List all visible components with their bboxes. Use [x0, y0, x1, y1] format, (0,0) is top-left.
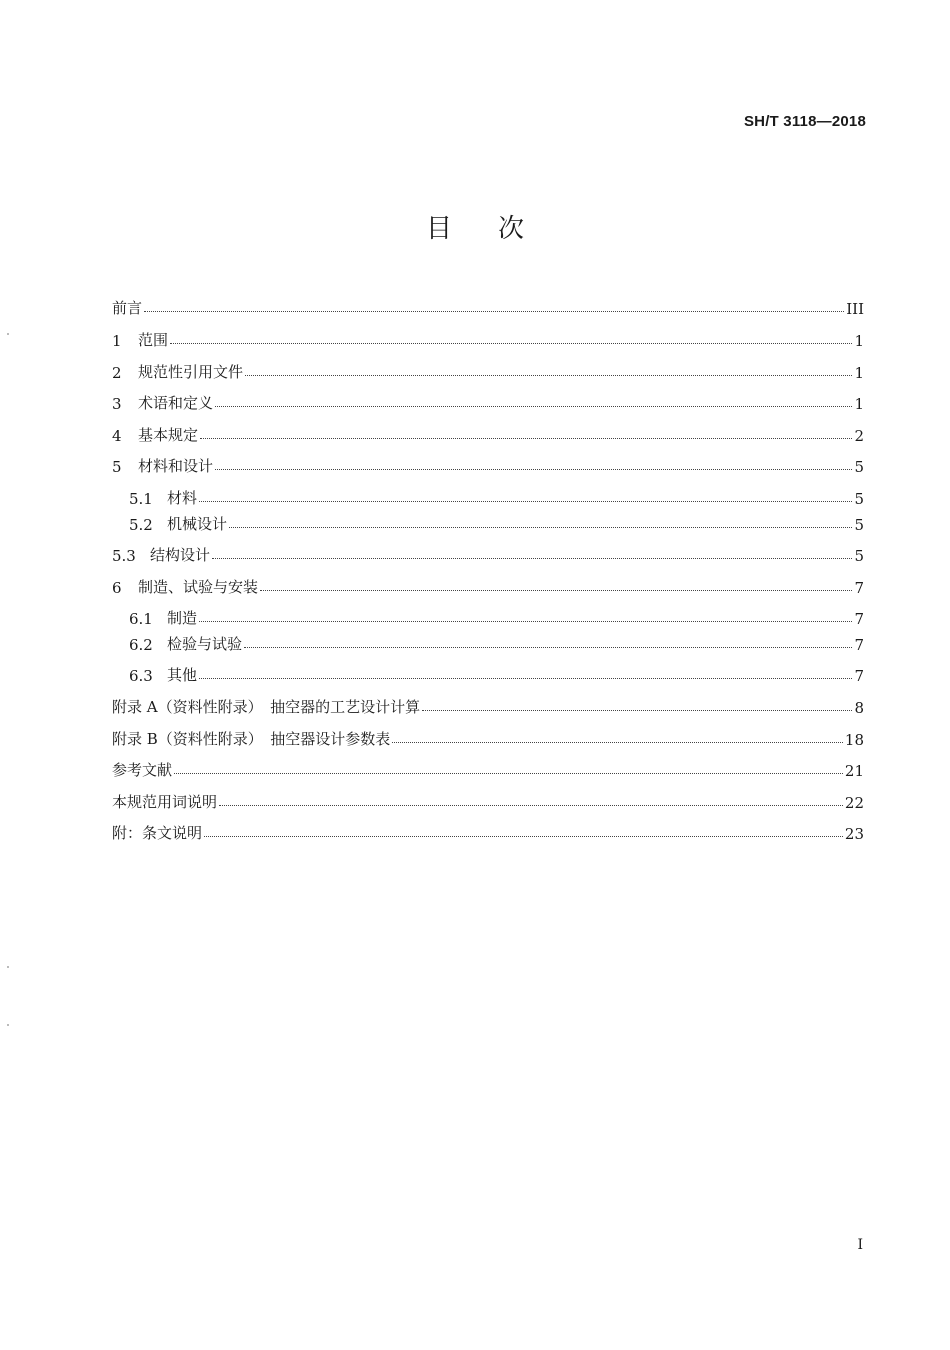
dot-leader	[204, 836, 843, 837]
toc-entry-label: 规范性引用文件	[138, 363, 244, 381]
toc-entry-page: 1	[854, 332, 864, 350]
toc-entry-page: 7	[854, 610, 864, 628]
toc-entry-5[interactable]	[112, 452, 864, 476]
toc-entry-label: 前言	[112, 299, 143, 317]
toc-entry-label: 附：条文说明	[112, 824, 203, 842]
toc-entry-appendix-a[interactable]	[112, 693, 864, 717]
dot-leader	[200, 438, 852, 439]
toc-entry-number: 4	[112, 427, 122, 445]
toc-entry-6-3[interactable]	[129, 661, 864, 685]
toc-entry-page: 2	[854, 427, 864, 445]
toc-entry-label: 制造、试验与安装	[138, 578, 259, 596]
toc-entry-page: 5	[854, 516, 864, 534]
toc-entry-5-3[interactable]	[112, 541, 864, 565]
toc-entry-4[interactable]	[112, 421, 864, 445]
toc-entry-page: 1	[854, 364, 864, 382]
toc-entry-3[interactable]	[112, 389, 864, 413]
scan-speck	[7, 966, 9, 968]
dot-leader	[219, 805, 843, 806]
toc-entry-number: 5.3	[112, 547, 136, 565]
toc-entry-5-1[interactable]	[129, 484, 864, 508]
toc-entry-label: 材料和设计	[138, 457, 214, 475]
toc-entry-page: 5	[854, 490, 864, 508]
dot-leader	[144, 311, 844, 312]
toc-entry-label: 参考文献	[112, 761, 173, 779]
toc-entry-number: 6.2	[129, 636, 153, 654]
scan-speck	[7, 333, 9, 335]
dot-leader	[260, 590, 852, 591]
toc-entry-appendix-b[interactable]	[112, 725, 864, 749]
page-number: I	[857, 1237, 863, 1253]
dot-leader	[199, 678, 852, 679]
toc-entry-5-2[interactable]	[129, 510, 864, 534]
toc-entry-page: 23	[844, 825, 864, 843]
toc-entry-page: 5	[854, 458, 864, 476]
toc-entry-number: 3	[112, 395, 122, 413]
standard-code: SH/T 3118—2018	[743, 113, 866, 130]
toc-entry-label: 附录 B（资料性附录） 抽空器设计参数表	[112, 730, 391, 748]
toc-entry-label: 术语和定义	[138, 394, 214, 412]
toc-entry-number: 5	[112, 458, 122, 476]
dot-leader	[392, 742, 843, 743]
dot-leader	[199, 501, 852, 502]
toc-entry-foreword[interactable]	[112, 294, 864, 318]
toc-entry-label: 检验与试验	[167, 635, 243, 653]
toc-entry-6[interactable]	[112, 573, 864, 597]
toc-entry-number: 5.2	[129, 516, 153, 534]
toc-entry-page: 5	[854, 547, 864, 565]
toc-entry-references[interactable]	[112, 756, 864, 780]
dot-leader	[215, 406, 852, 407]
dot-leader	[422, 710, 852, 711]
toc-entry-page: 7	[854, 636, 864, 654]
dot-leader	[170, 343, 852, 344]
toc-entry-page: 7	[854, 667, 864, 685]
toc-entry-label: 机械设计	[167, 515, 228, 533]
toc-entry-label: 范围	[138, 331, 169, 349]
toc-entry-label: 附录 A（资料性附录） 抽空器的工艺设计计算	[112, 698, 421, 716]
dot-leader	[245, 375, 852, 376]
toc-entry-6-2[interactable]	[129, 630, 864, 654]
toc-entry-number: 2	[112, 364, 122, 382]
dot-leader	[229, 527, 852, 528]
toc-entry-label: 本规范用词说明	[112, 793, 218, 811]
toc-entry-page: III	[846, 300, 864, 318]
toc-entry-wording[interactable]	[112, 788, 864, 812]
toc-entry-page: 1	[854, 395, 864, 413]
toc-entry-number: 6	[112, 579, 122, 597]
toc-entry-1[interactable]	[112, 326, 864, 350]
dot-leader	[215, 469, 852, 470]
dot-leader	[244, 647, 852, 648]
dot-leader	[174, 773, 843, 774]
toc-entry-page: 21	[844, 762, 864, 780]
toc-entry-number: 1	[112, 332, 122, 350]
toc-entry-2[interactable]	[112, 358, 864, 382]
toc-entry-label: 结构设计	[150, 546, 211, 564]
toc-entry-number: 6.3	[129, 667, 153, 685]
toc-entry-page: 8	[854, 699, 864, 717]
toc-entry-number: 6.1	[129, 610, 153, 628]
dot-leader	[199, 621, 852, 622]
toc-entry-label: 基本规定	[138, 426, 199, 444]
scan-speck	[7, 1024, 9, 1026]
toc-entry-page: 22	[844, 794, 864, 812]
toc-entry-page: 7	[854, 579, 864, 597]
toc-entry-label: 制造	[167, 609, 198, 627]
toc-entry-label: 材料	[167, 489, 198, 507]
dot-leader	[212, 558, 852, 559]
toc-entry-number: 5.1	[129, 490, 153, 508]
toc-entry-label: 其他	[167, 666, 198, 684]
toc-entry-6-1[interactable]	[129, 604, 864, 628]
toc-entry-page: 18	[844, 731, 864, 749]
toc-title: 目次	[425, 214, 570, 244]
toc-entry-explanation[interactable]	[112, 819, 864, 843]
